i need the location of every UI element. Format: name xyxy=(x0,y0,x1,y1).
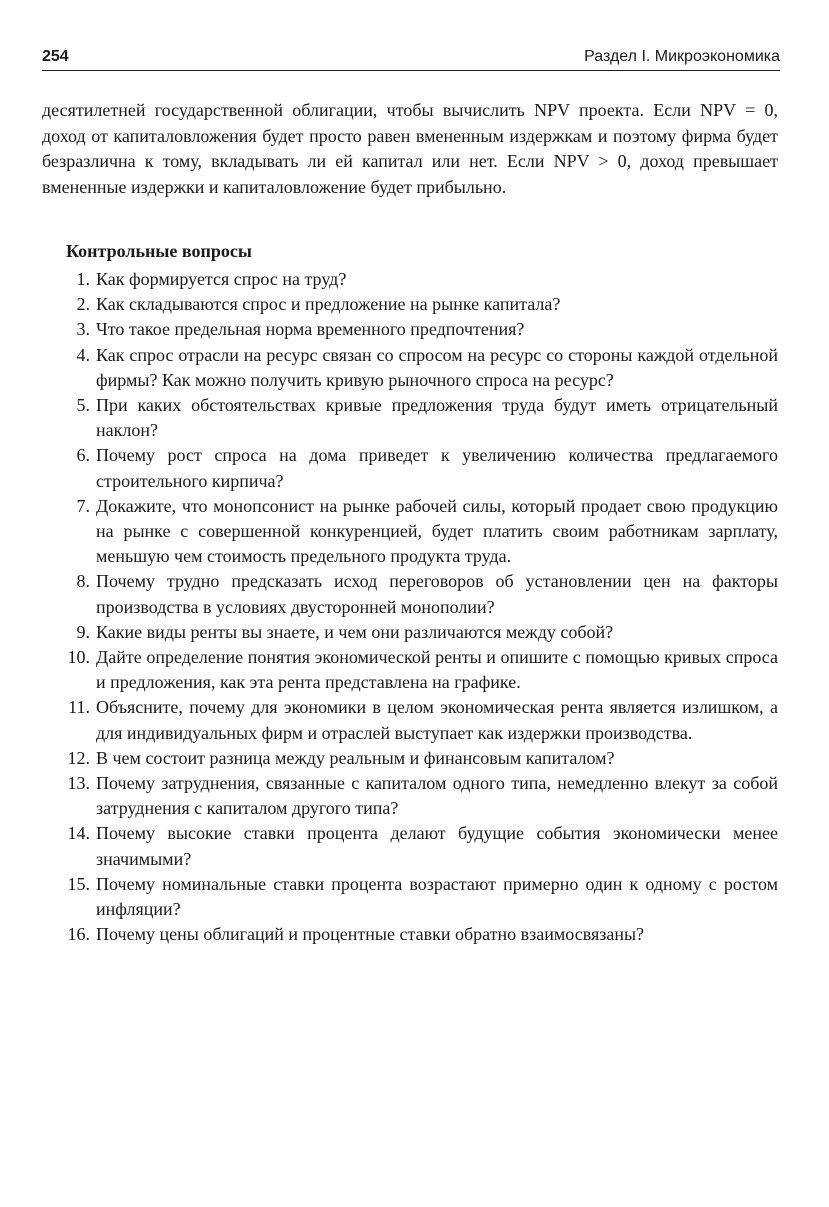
question-text: Почему высокие ставки процента делают будущие события экономически менее значимыми? xyxy=(96,823,778,869)
running-header xyxy=(42,46,780,71)
question-text: При каких обстоятельствах кривые предложения труда будут иметь отрицательный наклон? xyxy=(96,395,778,441)
question-text: Как спрос отрасли на ресурс связан со спросом на ресурс со стороны каждой отдельной фирмы? Как можно получить кривую рыночного спроса на ресурс? xyxy=(96,344,778,390)
question-text: Что такое предельная норма временного предпочтения? xyxy=(96,319,525,340)
question-number: 12. xyxy=(67,747,90,768)
questions-heading: Контрольные вопросы xyxy=(66,241,252,261)
question-text: Как складываются спрос и предложение на рынке капитала? xyxy=(96,294,561,315)
question-number: 10. xyxy=(67,647,90,668)
intro-paragraph: десятилетней государственной облигации, чтобы вычислить NPV проекта. Если NPV = 0, доход от капиталовложения будет просто равен вмененным издержкам и поэтому фирма будет безразлична к тому, вкладывать ли ей капитал или нет. Если NPV > 0, доход превышает вмененные издержки и капиталовложение будет прибыльно. xyxy=(42,100,778,197)
question-text: Как формируется спрос на труд? xyxy=(96,269,347,289)
question-number: 15. xyxy=(67,873,90,894)
question-number: 9. xyxy=(76,621,90,642)
question-item xyxy=(42,620,778,645)
question-text: Почему номинальные ставки процента возрастают примерно один к одному с ростом инфляции? xyxy=(96,873,778,920)
questions-list xyxy=(42,267,778,947)
question-number: 6. xyxy=(76,445,90,466)
question-text: Почему цены облигаций и процентные ставки обратно взаимосвязаны? xyxy=(96,924,645,945)
question-item xyxy=(42,317,778,342)
question-item xyxy=(42,746,778,771)
question-text: В чем состоит разница между реальным и финансовым капиталом? xyxy=(96,747,615,768)
question-item xyxy=(42,292,778,317)
question-item xyxy=(42,393,778,443)
question-item xyxy=(42,569,778,619)
question-item xyxy=(42,494,778,570)
question-number: 14. xyxy=(67,823,90,844)
question-text: Почему рост спроса на дома приведет к увеличению количества предлагаемого строительного кирпича? xyxy=(96,445,778,491)
question-number: 8. xyxy=(76,571,90,592)
question-item xyxy=(42,771,778,821)
question-text: Дайте определение понятия экономической ренты и опишите с помощью кривых спроса и предложения, как эта рента представлена на графике. xyxy=(96,647,778,693)
question-text: Какие виды ренты вы знаете, и чем они различаются между собой? xyxy=(96,621,614,642)
page-number: 254 xyxy=(42,48,69,65)
question-item xyxy=(42,267,778,292)
question-number: 16. xyxy=(67,924,90,945)
question-item xyxy=(42,645,778,695)
question-text: Почему затруднения, связанные с капиталом одного типа, немедленно влекут за собой затруднения с капиталом другого типа? xyxy=(96,773,778,819)
question-number: 11. xyxy=(68,697,90,718)
question-number: 5. xyxy=(76,395,90,416)
question-item xyxy=(42,872,778,922)
question-item xyxy=(42,922,778,947)
question-item xyxy=(42,443,778,493)
question-number: 13. xyxy=(67,773,90,794)
question-number: 3. xyxy=(76,319,90,340)
question-number: 4. xyxy=(76,344,90,365)
question-item xyxy=(42,821,778,871)
question-number: 7. xyxy=(76,495,90,516)
question-item xyxy=(42,695,778,745)
question-number: 1. xyxy=(76,269,90,289)
question-number: 2. xyxy=(76,294,90,315)
question-item xyxy=(42,343,778,393)
question-text: Докажите, что монопсонист на рынке рабочей силы, который продает свою продукцию на рынке с совершенной конкуренцией, будет платить своим работникам зарплату, меньшую чем стоимость предельного продукта труда. xyxy=(96,495,778,567)
section-title: Раздел I. Микроэкономика xyxy=(584,48,780,65)
question-text: Объясните, почему для экономики в целом экономическая рента является излишком, а для индивидуальных фирм и отраслей выступает как издержки производства. xyxy=(96,697,778,743)
question-text: Почему трудно предсказать исход переговоров об установлении цен на факторы производства в условиях двусторонней монополии? xyxy=(96,571,778,617)
